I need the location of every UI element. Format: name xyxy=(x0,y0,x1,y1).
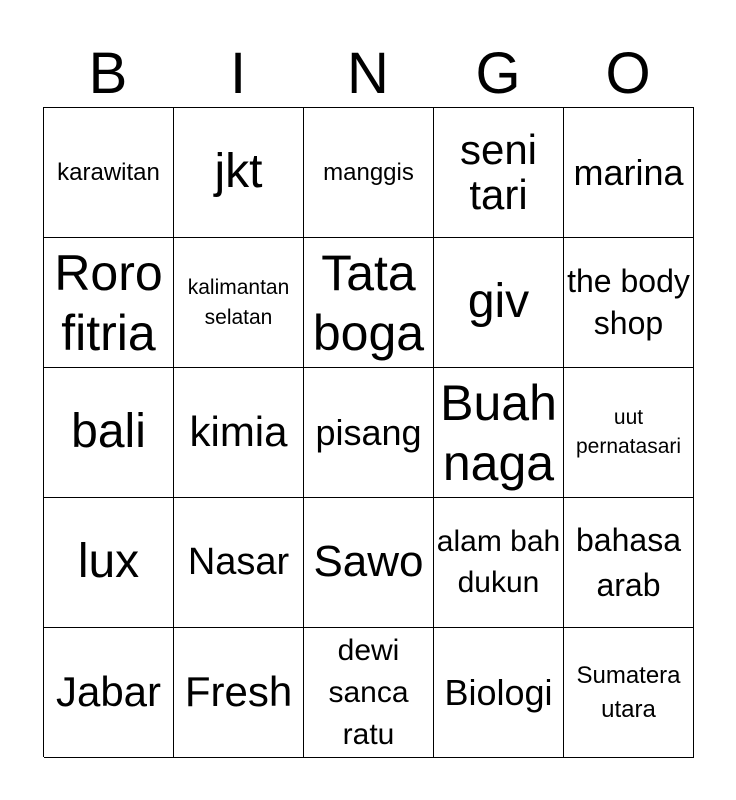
bingo-cell-r3c5[interactable]: uut pernatasari xyxy=(564,368,694,498)
bingo-header xyxy=(43,40,693,108)
bingo-cell-r4c3[interactable]: Sawo xyxy=(304,498,434,628)
bingo-cell-r2c1[interactable]: Roro fitria xyxy=(44,238,174,368)
bingo-cell-r2c3[interactable]: Tata boga xyxy=(304,238,434,368)
bingo-cell-r2c4[interactable]: giv xyxy=(434,238,564,368)
bingo-cell-r2c5[interactable]: the body shop xyxy=(564,238,694,368)
bingo-cell-r4c2[interactable]: Nasar xyxy=(174,498,304,628)
bingo-cell-r5c1[interactable]: Jabar xyxy=(44,628,174,758)
bingo-cell-r1c3[interactable]: manggis xyxy=(304,108,434,238)
bingo-cell-r5c4[interactable]: Biologi xyxy=(434,628,564,758)
header-letter-b: B xyxy=(88,41,128,106)
bingo-cell-r5c5[interactable]: Sumatera utara xyxy=(564,628,694,758)
header-letter-i: I xyxy=(229,41,247,106)
bingo-cell-r3c3[interactable]: pisang xyxy=(304,368,434,498)
bingo-cell-r3c2[interactable]: kimia xyxy=(174,368,304,498)
bingo-cell-r3c4[interactable]: Buah naga xyxy=(434,368,564,498)
bingo-cell-r4c5[interactable]: bahasa arab xyxy=(564,498,694,628)
header-letter-o: O xyxy=(605,41,651,106)
bingo-cell-r4c1[interactable]: lux xyxy=(44,498,174,628)
header-letter-g: G xyxy=(475,41,521,106)
bingo-cell-r5c3[interactable]: dewi sanca ratu xyxy=(304,628,434,758)
bingo-cell-r1c5[interactable]: marina xyxy=(564,108,694,238)
bingo-cell-r1c2[interactable]: jkt xyxy=(174,108,304,238)
bingo-board xyxy=(43,107,694,757)
bingo-cell-r1c4[interactable]: seni tari xyxy=(434,108,564,238)
bingo-cell-r4c4[interactable]: alam bah dukun xyxy=(434,498,564,628)
bingo-cell-r3c1[interactable]: bali xyxy=(44,368,174,498)
header-letter-n: N xyxy=(347,41,389,106)
bingo-cell-r1c1[interactable]: karawitan xyxy=(44,108,174,238)
bingo-cell-r2c2[interactable]: kalimantan selatan xyxy=(174,238,304,368)
bingo-cell-r5c2[interactable]: Fresh xyxy=(174,628,304,758)
